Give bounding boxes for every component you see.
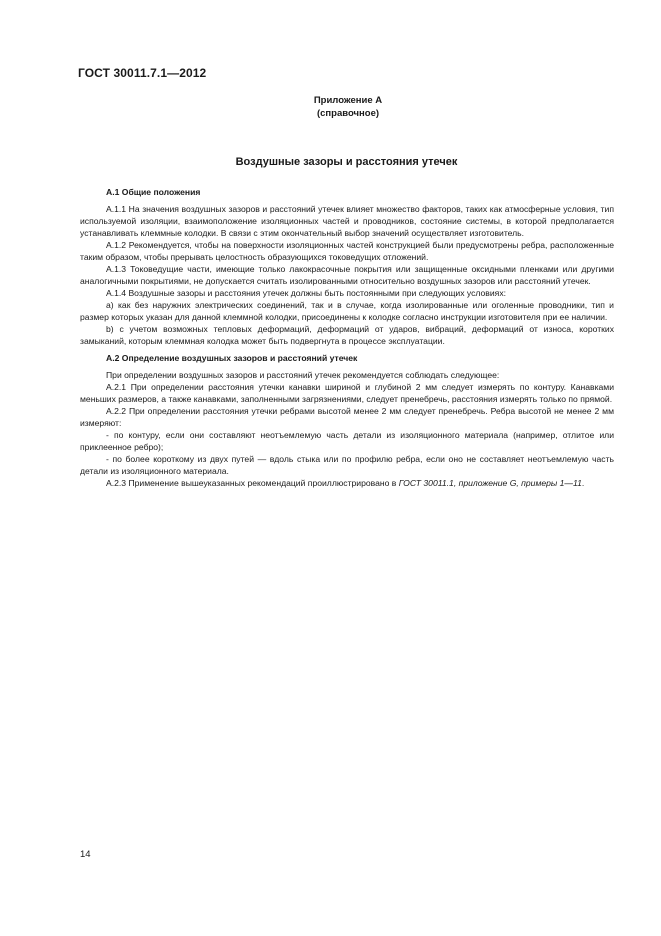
paragraph: А.1.2 Рекомендуется, чтобы на поверхности изоляционных частей конструкцией были предусмотрены ребра, расположенные таким образом, чтобы прерывать целостность образующихся токоведущих отложений.: [80, 240, 614, 262]
paragraph: А.2.1 При определении расстояния утечки канавки шириной и глубиной 2 мм следует измерять по контуру. Канавками меньших размеров, а также канавками, заполненными загрязнениями, следует пренебречь, расстояния измерять только по прямой.: [80, 382, 614, 404]
paragraph-suffix: .: [581, 478, 585, 488]
standard-header: ГОСТ 30011.7.1—2012: [78, 66, 207, 80]
document-title: Воздушные зазоры и расстояния утечек: [235, 156, 458, 168]
page-number: 14: [80, 849, 91, 860]
paragraph-prefix: А.2.3 Применение вышеуказанных рекомендаций проиллюстрировано в: [106, 478, 399, 488]
paragraph: При определении воздушных зазоров и расстояний утечек рекомендуется соблюдать следующее:: [106, 370, 500, 380]
paragraph: А.1.4 Воздушные зазоры и расстояния утечек должны быть постоянными при следующих условиях:: [106, 288, 507, 298]
section-heading: А.1 Общие положения: [106, 187, 201, 197]
list-item: а) как без наружних электрических соединений, так и в случае, когда изолированные или оголенные проводники, тип и размер которых указан для данной клеммной колодки, присоединены к колодке согласно инструкции изготовителя при ее наличии.: [80, 300, 614, 322]
paragraph: А.1.3 Токоведущие части, имеющие только лакокрасочные покрытия или защищенные оксидными пленками или другими аналогичными покрытиями, не допускается считать изолированными относительно воздушных зазоров или расстояний утечек.: [80, 264, 614, 286]
paragraph: А.1.1 На значения воздушных зазоров и расстояний утечек влияет множество факторов, таких как атмосферные условия, тип используемой изоляции, взаимоположение изоляционных частей и проводников, состояние системы, в которой предполагается устанавливать клеммные колодки. В связи с этим окончательный выбор значений осуществляет изготовитель.: [80, 204, 614, 238]
standard-reference: ГОСТ 30011.1, приложение G, примеры 1—11: [398, 478, 582, 488]
annex-note: (справочное): [316, 108, 380, 119]
list-item: b) с учетом возможных тепловых деформаций, деформаций от ударов, вибраций, деформаций от износа, коротких замыканий, которым клеммная колодка может быть подвергнута в процессе эксплуатации.: [80, 324, 614, 346]
paragraph: А.2.2 При определении расстояния утечки ребрами высотой менее 2 мм следует пренебречь. Ребра высотой не менее 2 мм измеряют:: [80, 406, 614, 428]
annex-title: Приложение А: [313, 95, 383, 106]
list-item: - по контуру, если они составляют неотъемлемую часть детали из изоляционного материала (например, отлитое или приклеенное ребро);: [80, 430, 614, 452]
paragraph: [80, 477, 614, 489]
document-body: [80, 186, 614, 489]
section-heading: А.2 Определение воздушных зазоров и расстояний утечек: [106, 353, 358, 363]
list-item: - по более короткому из двух путей — вдоль стыка или по профилю ребра, если оно не составляет неотъемлемую часть детали из изоляционного материала.: [80, 454, 614, 476]
